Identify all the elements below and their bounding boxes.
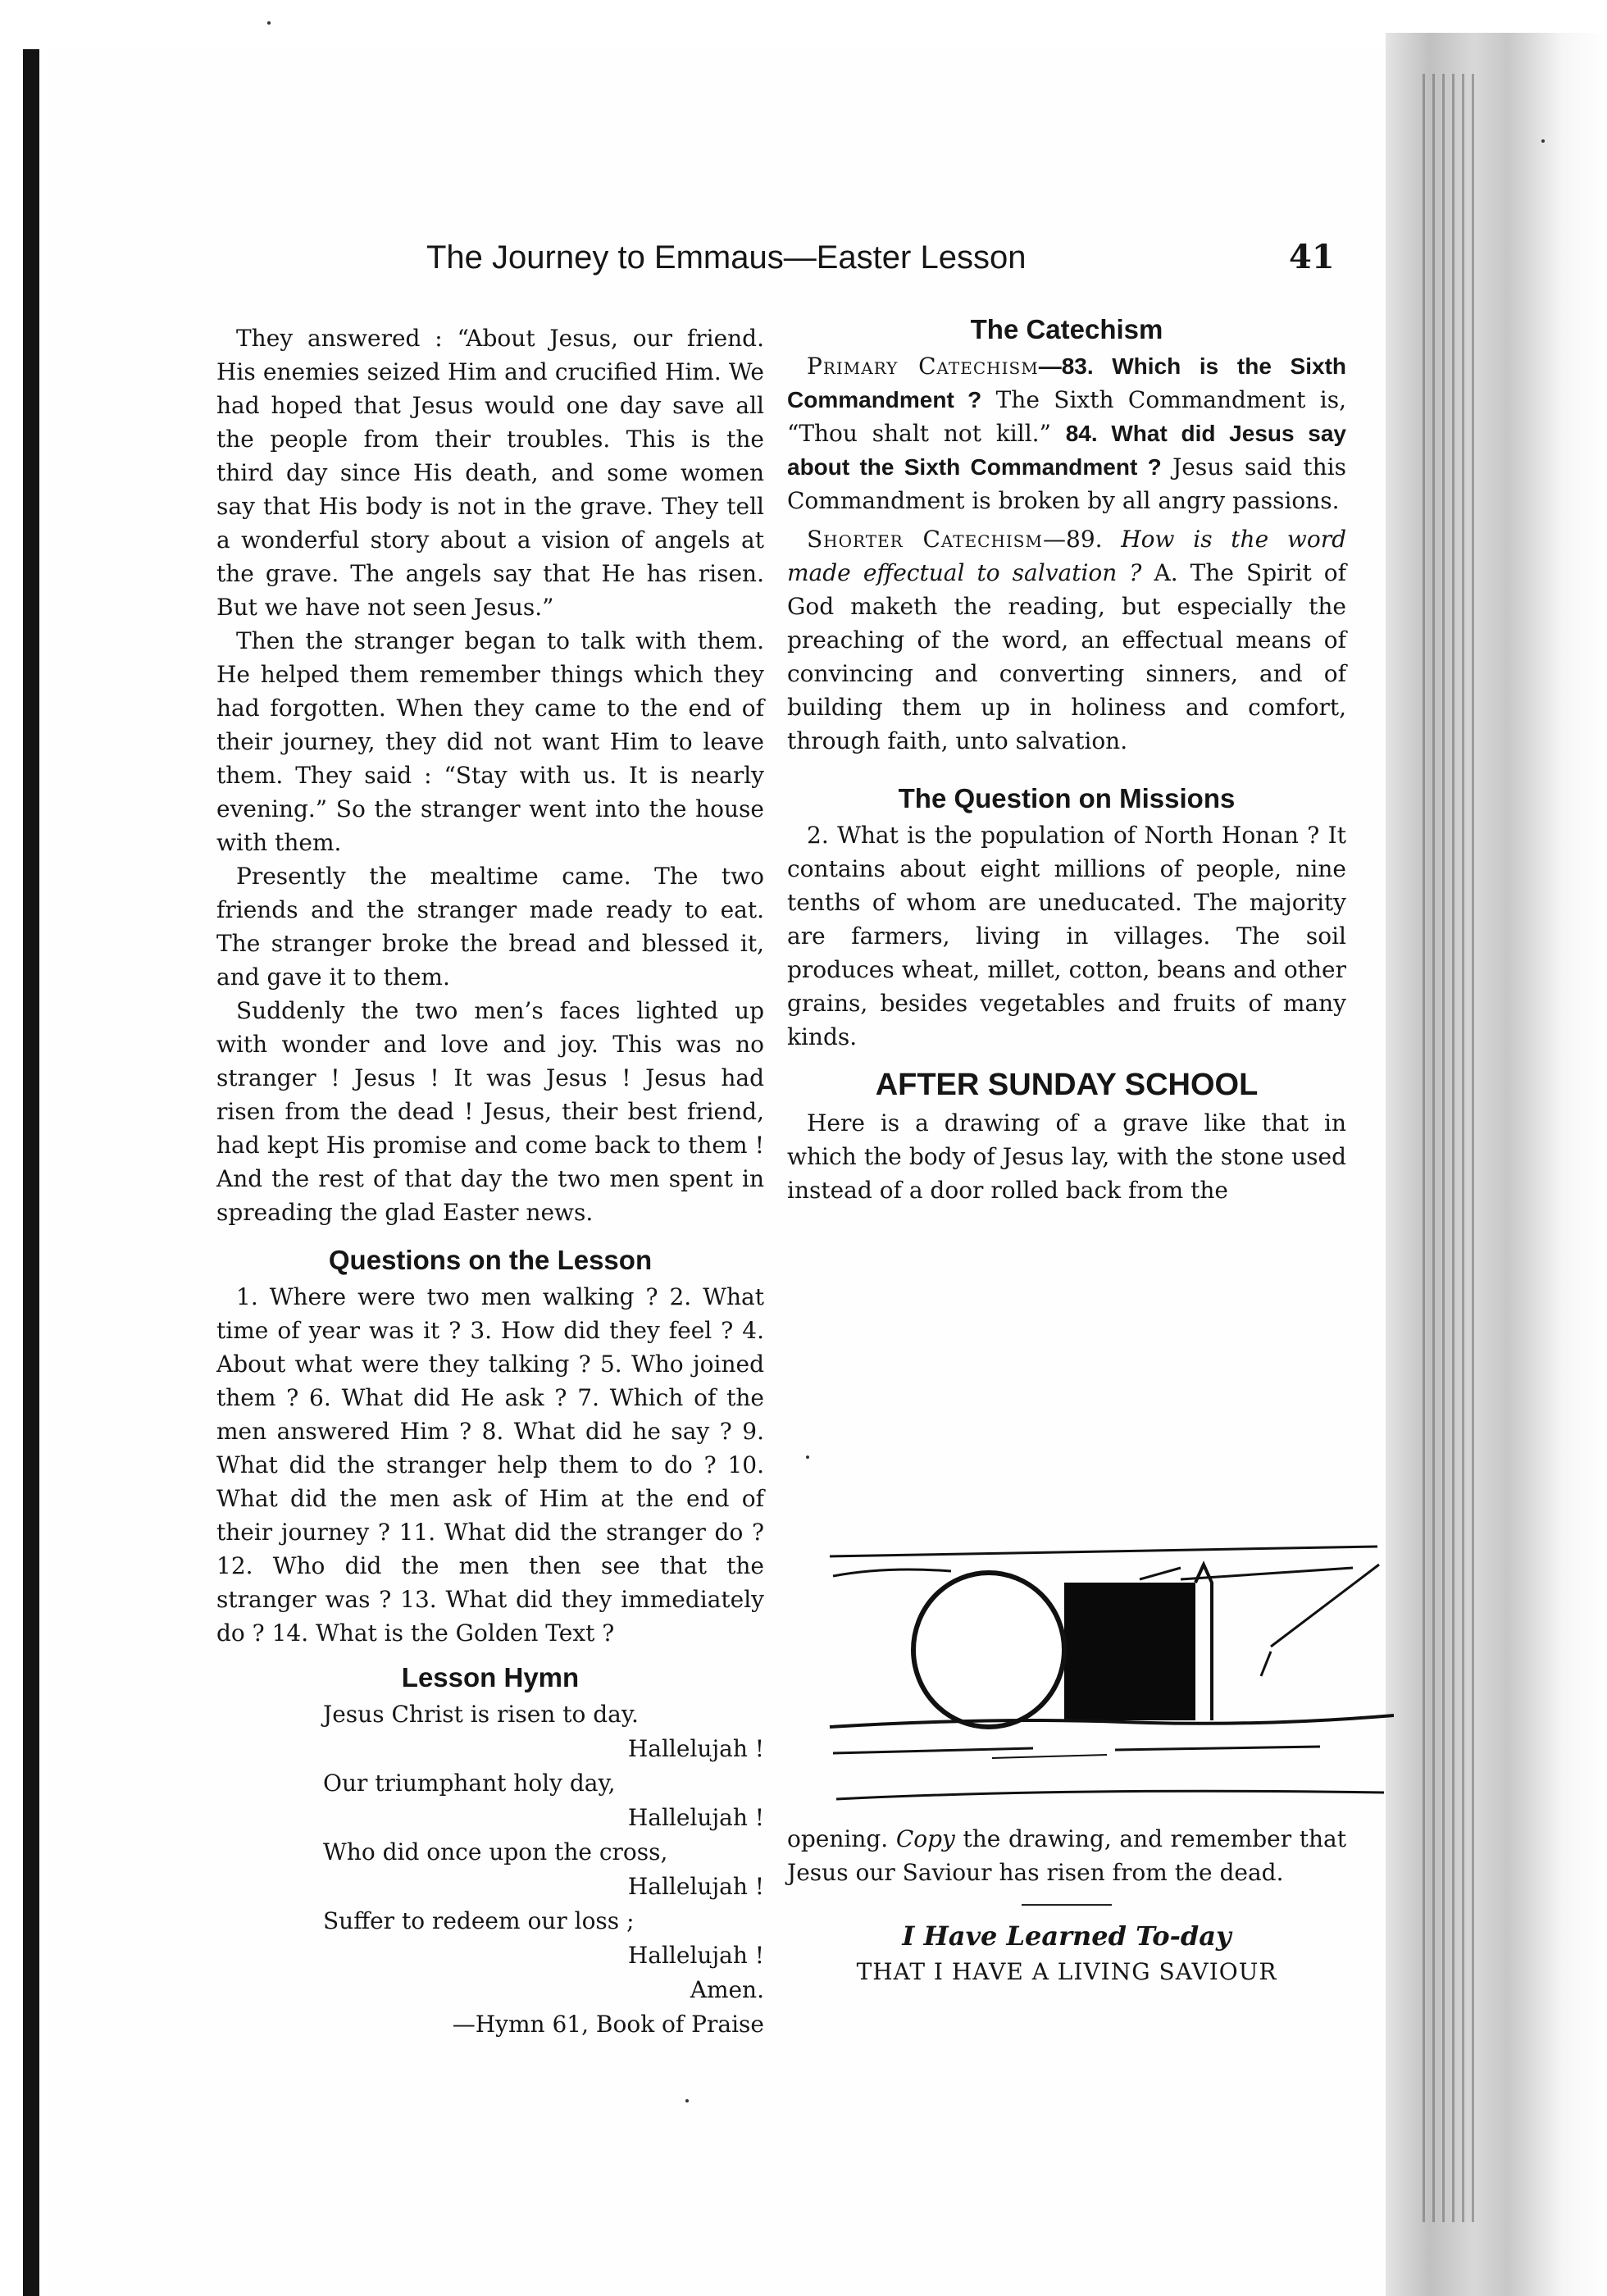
print-speck: [806, 1456, 809, 1459]
primary-catechism: [787, 349, 1346, 517]
left-column: [216, 321, 764, 2042]
story-paragraph-3: Presently the mealtime came. The two friends and the stranger made ready to eat. The stranger broke the bread and blessed it, and gave it to them.: [216, 863, 764, 991]
print-speck: [267, 21, 271, 25]
after-sunday-school-heading: AFTER SUNDAY SCHOOL: [875, 1068, 1259, 1102]
running-title: The Journey to Emmaus—Easter Lesson: [426, 239, 1027, 276]
primary-question-83: —83. Which is the Sixth Commandment ?: [787, 353, 1346, 412]
missions-text: 2. What is the population of North Honan ? It contains about eight millions of people, nine tenths of whom are uneducated. The majority are farmers, living in villages. The soil produces wheat, millet, cotton, beans and other grains, besides vegetables and fruits of many kinds.: [787, 822, 1346, 1050]
hymn-refrain-2: Hallelujah !: [627, 1804, 764, 1831]
questions-heading: Questions on the Lesson: [328, 1245, 653, 1275]
page-edge-stack: [1386, 33, 1607, 2296]
hymn-line-3: Who did once upon the cross,: [323, 1838, 668, 1866]
catechism-heading: The Catechism: [970, 314, 1163, 344]
story-paragraph-2: Then the stranger began to talk with them. He helped them remember things which they had forgotten. When they came to the end of their journey, they did not want Him to leave them. They said : “Stay with us. It is nearly evening.” So the stranger went into the house with them.: [216, 627, 764, 856]
page-edge-lines: [1423, 74, 1476, 2222]
right-column: [787, 310, 1346, 1207]
after-drawing-block: [787, 1822, 1346, 1989]
hymn-block: [216, 1697, 764, 2042]
shorter-question: How is the word made effectual to salvation ?: [787, 526, 1346, 586]
shorter-catechism: [787, 522, 1346, 758]
book-spine-shadow: [23, 49, 39, 2296]
after-intro-text: Here is a drawing of a grave like that in which the body of Jesus lay, with the stone used instead of a door rolled back from the: [787, 1109, 1346, 1204]
empty-tomb-drawing: [828, 1532, 1394, 1811]
primary-answer-83: The Sixth Commandment is, “Thou shalt not kill.”: [787, 386, 1346, 447]
story-paragraph-4: Suddenly the two men’s faces lighted up with wonder and love and joy. This was no stranger ! Jesus ! It was Jesus ! Jesus had risen from the dead ! Jesus, their best friend, had kept His promise and come back to them ! And the rest of that day the two men spent in spreading the glad Easter news.: [216, 997, 764, 1226]
after-text-opening: opening.: [787, 1825, 889, 1852]
print-speck: [685, 2099, 689, 2102]
shorter-answer: A. The Spirit of God maketh the reading, but especially the preaching of the word, an effectual means of convincing and converting sinners, and of building them up in holiness and comfort, through faith, unto salvation.: [787, 559, 1346, 754]
hymn-line-1: Jesus Christ is risen to day.: [323, 1701, 639, 1728]
divider-rule: [1022, 1904, 1112, 1906]
hymn-source: —Hymn 61, Book of Praise: [452, 2011, 764, 2038]
learned-today-line: THAT I HAVE A LIVING SAVIOUR: [856, 1958, 1277, 1985]
shorter-catechism-number: —89.: [1043, 526, 1103, 553]
primary-question-84: 84. What did Jesus say about the Sixth Commandment ?: [787, 421, 1346, 480]
shorter-catechism-label: Shorter Catechism: [807, 526, 1043, 553]
learned-today-heading: I Have Learned To-day: [902, 1920, 1231, 1952]
missions-heading: The Question on Missions: [898, 783, 1236, 813]
after-text-copy: Copy: [895, 1825, 955, 1852]
hymn-refrain-1: Hallelujah !: [627, 1735, 764, 1762]
primary-answer-84: Jesus said this Commandment is broken by all angry passions.: [787, 453, 1346, 514]
after-drawing-text: [787, 1822, 1346, 1889]
hymn-refrain-3: Hallelujah !: [627, 1873, 764, 1900]
hymn-refrain-4: Hallelujah !: [627, 1942, 764, 1969]
hymn-amen: Amen.: [690, 1976, 764, 2003]
questions-text: 1. Where were two men walking ? 2. What time of year was it ? 3. How did they feel ? 4. About what were they talking ? 5. Who joined them ? 6. What did He ask ? 7. Which of the men answered Him ? 8. What did he say ? 9. What did the stranger help them to do ? 10. What did the men ask of Him at the end of their journey ? 11. What did the stranger do ? 12. Who did the men then see that the stranger was ? 13. What did they immediately do ? 14. What is the Golden Text ?: [216, 1283, 764, 1647]
hymn-heading: Lesson Hymn: [401, 1662, 580, 1692]
page-number: 41: [1289, 238, 1335, 276]
primary-catechism-label: Primary Catechism: [807, 353, 1039, 380]
print-speck: [1541, 139, 1545, 143]
hymn-line-2: Our triumphant holy day,: [323, 1770, 616, 1797]
hymn-line-4: Suffer to redeem our loss ;: [323, 1907, 635, 1934]
story-paragraph-1: They answered : “About Jesus, our friend. His enemies seized Him and crucified Him. We had hoped that Jesus would one day save all the people from their troubles. This is the third day since His death, and some women say that His body is not in the grave. They tell a wonderful story about a vision of angels at the grave. The angels say that He has risen. But we have not seen Jesus.”: [216, 325, 764, 621]
after-text-rest: the drawing, and remember that Jesus our Saviour has risen from the dead.: [787, 1825, 1346, 1886]
